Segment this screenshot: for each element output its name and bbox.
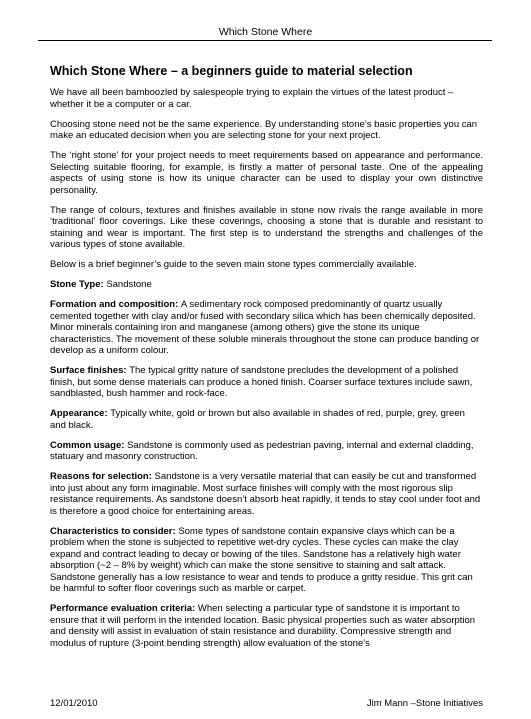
section-label: Surface finishes <box>50 365 124 376</box>
header-rule <box>38 40 492 41</box>
footer-author: Jim Mann –Stone Initiatives <box>366 698 483 709</box>
footer-date: 12/01/2010 <box>50 698 98 709</box>
stone-type-label: Stone Type <box>50 279 101 290</box>
intro-paragraph: Choosing stone need not be the same experience. By understanding stone’s basic properties you can make an educated decision when you are selecting stone for your next project. <box>50 118 478 141</box>
section-appearance: Appearance: Typically white, gold or brown but also available in shades of red, purple, grey, green and black. <box>50 408 465 431</box>
section-surface-finishes: Surface finishes: The typical gritty nature of sandstone precludes the development of a polished finish, but some dense materials can produce a honed finish. Coarser surface textures include sawn, sandblasted, bush hammer and rock-face. <box>50 365 473 399</box>
section-label: Reasons for selection <box>50 471 149 482</box>
section-text: A sedimentary rock composed predominantly of quartz usually cemented together with clay and/or fused with secondary silica which has been chemically deposited. Minor minerals containing iron and manganese (among others) give the stone its unique characteristics. The movement of these soluble minerals throughout the stone can produce banding or develop as a uniform colour. <box>50 299 480 356</box>
section-common-usage: Common usage: Sandstone is commonly used as pedestrian paving, internal and external cladding, statuary and masonry construction. <box>50 439 474 462</box>
section-label: Performance evaluation criteria <box>50 603 193 614</box>
section-text: Some types of sandstone contain expansive clays which can be a problem when the stone is subjected to repetitive wet-dry cycles. These cycles can make the clay expand and contract leading to decay or bowing of the tiles. Sandstone has a relatively high water absorption (~2 – 8% by weight) which can make the stone sensitive to staining and salt attack. Sandstone generally has a low resistance to wear and tends to produce a gritty residue. This grit can be harmful to softer floor coverings such as marble or carpet. <box>50 525 473 594</box>
section-text: Sandstone is commonly used as pedestrian paving, internal and external cladding, statuary and masonry construction. <box>50 439 474 462</box>
section-formation: Formation and composition: A sedimentary rock composed predominantly of quartz usually cemented together with clay and/or fused with secondary silica which has been chemically deposited. Minor minerals containing iron and manganese (among others) give the stone its unique characteristics. The movement of these soluble minerals throughout the stone can produce banding or develop as a uniform colour. <box>50 299 480 356</box>
section-label: Common usage <box>50 439 122 451</box>
section-text: Typically white, gold or brown but also available in shades of red, purple, grey, green and black. <box>50 408 465 431</box>
section-text: When selecting a particular type of sandstone it is important to ensure that it will perform in the intended location. Basic physical properties such as water absorption and density will assist in evaluation of stain resistance and durability. Compressive strength and modulus of rupture (3-point bending strength) allow evaluation of the stone’s <box>50 603 476 649</box>
section-performance-evaluation: Performance evaluation criteria: When selecting a particular type of sandstone it is important to ensure that it will perform in the intended location. Basic physical properties such as water absorption and density will assist in evaluation of stain resistance and durability. Compressive strength and modulus of rupture (3-point bending strength) allow evaluation of the stone’s <box>50 603 476 649</box>
intro-paragraph: Below is a brief beginner’s guide to the seven main stone types commercially available. <box>50 259 417 270</box>
section-characteristics: Characteristics to consider: Some types of sandstone contain expansive clays which can be a problem when the stone is subjected to repetitive wet-dry cycles. These cycles can make the clay expand and contract leading to decay or bowing of the tiles. Sandstone has a relatively high water absorption (~2 – 8% by weight) which can make the stone sensitive to staining and salt attack. Sandstone generally has a low resistance to wear and tends to produce a gritty residue. This grit can be harmful to softer floor coverings such as marble or carpet. <box>50 525 473 594</box>
document-title: Which Stone Where – a beginners guide to material selection <box>50 64 413 78</box>
document-body <box>50 64 483 658</box>
intro-paragraph: The ‘right stone’ for your project needs to meet requirements based on appearance and performance. Selecting suitable flooring, for example, is firstly a matter of personal taste. One of the appealing aspects of using stone is how its unique character can be used to display your own distinctive personality. <box>50 150 483 196</box>
section-text: Sandstone is a very versatile material that can easily be cut and transformed into just about any form imaginable. Most surface finishes will comply with the most rigorous slip resistance requirements. As sandstone doesn’t absorb heat rapidly, it tends to stay cool under foot and is therefore a good choice for entertaining areas. <box>50 471 481 517</box>
intro-paragraph: The range of colours, textures and finishes available in stone now rivals the range available in more ‘traditional’ floor coverings. Like these coverings, choosing a stone that is durable and resistant to staining and wear is important. The first step is to understand the strengths and challenges of the various types of stone available. <box>50 204 483 250</box>
section-label: Appearance <box>50 408 105 419</box>
section-text: The typical gritty nature of sandstone precludes the development of a polished finish, but some dense materials can produce a honed finish. Coarser surface textures include sawn, sandblasted, bush hammer and rock-face. <box>50 365 473 399</box>
stone-type-line: Stone Type: Sandstone <box>50 279 152 290</box>
intro-paragraph: We have all been bamboozled by salespeople trying to explain the virtues of the latest product – whether it be a computer or a car. <box>50 87 454 110</box>
section-label: Formation and composition <box>50 299 176 310</box>
stone-type-value: Sandstone <box>106 279 152 290</box>
section-reasons-for-selection: Reasons for selection: Sandstone is a very versatile material that can easily be cut and transformed into just about any form imaginable. Most surface finishes will comply with the most rigorous slip resistance requirements. As sandstone doesn’t absorb heat rapidly, it tends to stay cool under foot and is therefore a good choice for entertaining areas. <box>50 471 481 517</box>
running-header: Which Stone Where <box>218 26 313 38</box>
section-label: Characteristics to consider <box>50 525 173 537</box>
